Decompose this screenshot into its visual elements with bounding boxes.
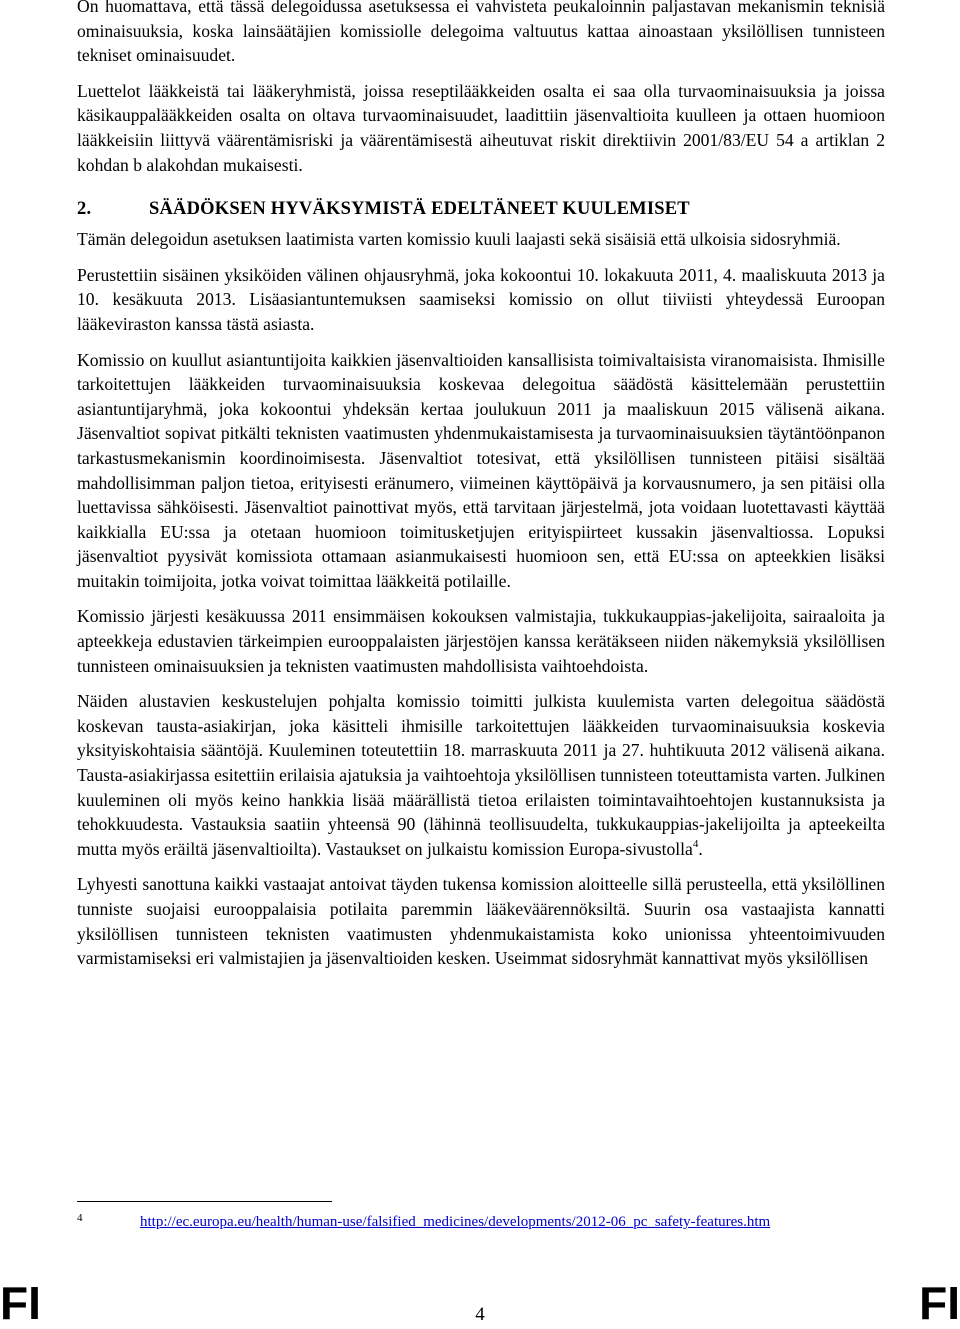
footnote-mark: 4 xyxy=(77,1212,83,1224)
paragraph-consultation-intro: Tämän delegoidun asetuksen laatimista varten komissio kuuli laajasti sekä sisäisiä että ulkoisia sidosryhmiä. xyxy=(77,229,841,250)
footer-language-left: FI xyxy=(0,1277,41,1329)
paragraph-public-consultation-text: Näiden alustavien keskustelujen pohjalta komissio toimitti julkista kuulemista varten delegoitua säädöstä koskevan tausta-asiakirjan, joka käsitteli ihmisille tarkoitettujen lääkkeiden turvaominaisuuksia koskevia yksityiskohtaisia sääntöjä. Kuuleminen toteutettiin 18. marraskuuta 2011 ja 27. huhtikuuta 2012 välisenä aikana. Tausta-asiakirjassa esitettiin erilaisia ajatuksia ja vaihtoehtoja yksilöllisen tunnisteen toteuttamista varten. Julkinen kuuleminen oli myös keino hankkia lisää määrällistä tietoa erilaisten toimintavaihtoehtojen kustannuksista ja tehokkuudesta. Vastauksia saatiin yhteensä 90 (lähinnä teollisuudelta, tukkukauppias-jakelijoilta ja apteekeilta mutta myös eräiltä jäsenvaltioilta). Vastaukset on julkaistu komission Europa-sivustolla xyxy=(77,691,885,859)
paragraph-first-meeting: Komissio järjesti kesäkuussa 2011 ensimmäisen kokouksen valmistajia, tukkukauppias-jakelijoita, sairaaloita ja apteekkeja edustavien tärkeimpien eurooppalaisten järjestöjen kanssa kerätäkseen niiden näkemyksiä yksilöllisen tunnisteen ominaisuuksien ja teknisten vaatimusten mahdollisista vaihtoehdoista. xyxy=(77,606,885,676)
footnote-link[interactable]: http://ec.europa.eu/health/human-use/falsified_medicines/developments/2012-06_pc_safety-features.htm xyxy=(140,1214,771,1230)
page-number: 4 xyxy=(475,1304,485,1325)
section-heading xyxy=(77,197,885,221)
paragraph-medicine-lists: Luettelot lääkkeistä tai lääkeryhmistä, joissa reseptilääkkeiden osalta ei saa olla turvaominaisuuksia ja joissa käsikauppalääkkeiden osalta on oltava turvaominaisuudet, laadittiin jäsenvaltioita kuulleen ja ottaen huomioon lääkkeisiin liittyvä väärentämisriski ja väärentämisestä aiheutuvat riskit direktiivin 2001/83/EU 54 a artiklan 2 kohdan b alakohdan mukaisesti. xyxy=(77,80,885,175)
paragraph-public-consultation-end: . xyxy=(698,838,703,859)
footer-language-right: FI xyxy=(919,1277,960,1329)
footnote-reference[interactable]: 4 xyxy=(692,837,699,850)
paragraph-tamper-device-note: On huomattava, että tässä delegoidussa asetuksessa ei vahvisteta peukaloinnin paljastavan mekanismin teknisiä ominaisuuksia, koska lainsäätäjien komissiolle delegoima valtuutus kattaa ainoastaan yksilöllisen tunnisteen tekniset ominaisuudet. xyxy=(77,0,885,66)
section-title: SÄÄDÖKSEN HYVÄKSYMISTÄ EDELTÄNEET KUULEMISET xyxy=(149,199,690,220)
section-number: 2. xyxy=(77,199,92,220)
paragraph-steering-group: Perustettiin sisäinen yksiköiden välinen ohjausryhmä, joka kokoontui 10. lokakuuta 2011, 4. maaliskuuta 2013 ja 10. kesäkuuta 2013. Lisäasiantuntemuksen saamiseksi komissio on ollut tiiviisti yhteydessä Euroopan lääkeviraston kanssa tästä asiasta. xyxy=(77,264,885,334)
paragraph-public-consultation xyxy=(77,689,885,861)
paragraph-expert-group: Komissio on kuullut asiantuntijoita kaikkien jäsenvaltioiden kansallisista toimivaltaisista viranomaisista. Ihmisille tarkoitettujen lääkkeiden turvaominaisuuksia koskevaa delegoitua säädöstä käsittelemään perustettiin asiantuntijaryhmä, joka kokoontui yhdeksän kertaa joulukuun 2011 ja maaliskuun 2015 välisenä aikana. Jäsenvaltiot sopivat pitkälti teknisten vaatimusten yhdenmukaistamisesta ja turvaominaisuuksien täytäntöönpanon tarkastusmekanismin koordinoimisesta. Jäsenvaltiot totesivat, että yksilöllisen tunnisteen pitäisi sisältää mahdollisimman paljon tietoa, erityisesti eränumero, viimeinen käyttöpäivä ja korvausnumero, ja sen pitäisi olla luettavissa sähköisesti. Jäsenvaltiot painottivat myös, että tarvitaan järjestelmä, jota voidaan luotettavasti käyttää kaikkialla EU:ssa ja otetaan huomioon toimitusketjujen erityispiirteet kussakin jäsenvaltiossa. Lopuksi jäsenvaltiot pyysivät komissiota ottamaan asianmukaisesti huomioon sen, että EU:ssa on apteekkien lisäksi muitakin toimijoita, jotka voivat toimittaa lääkkeitä potilaille. xyxy=(77,349,885,591)
paragraph-summary: Lyhyesti sanottuna kaikki vastaajat antoivat täyden tukensa komission aloitteelle sillä perusteella, että yksilöllinen tunniste suojaisi eurooppalaisia potilaita paremmin lääkeväärennöksiltä. Suurin osa vastaajista kannatti yksilöllisen tunnisteen teknisten vaatimusten yhdenmukaistamista koko unionissa yhteentoimivuuden varmistamiseksi eri valmistajien ja jäsenvaltioiden kesken. Useimmat sidosryhmät kannattivat myös yksilöllisen xyxy=(77,874,885,969)
document-body xyxy=(77,0,885,982)
footnote-separator xyxy=(77,1201,332,1202)
